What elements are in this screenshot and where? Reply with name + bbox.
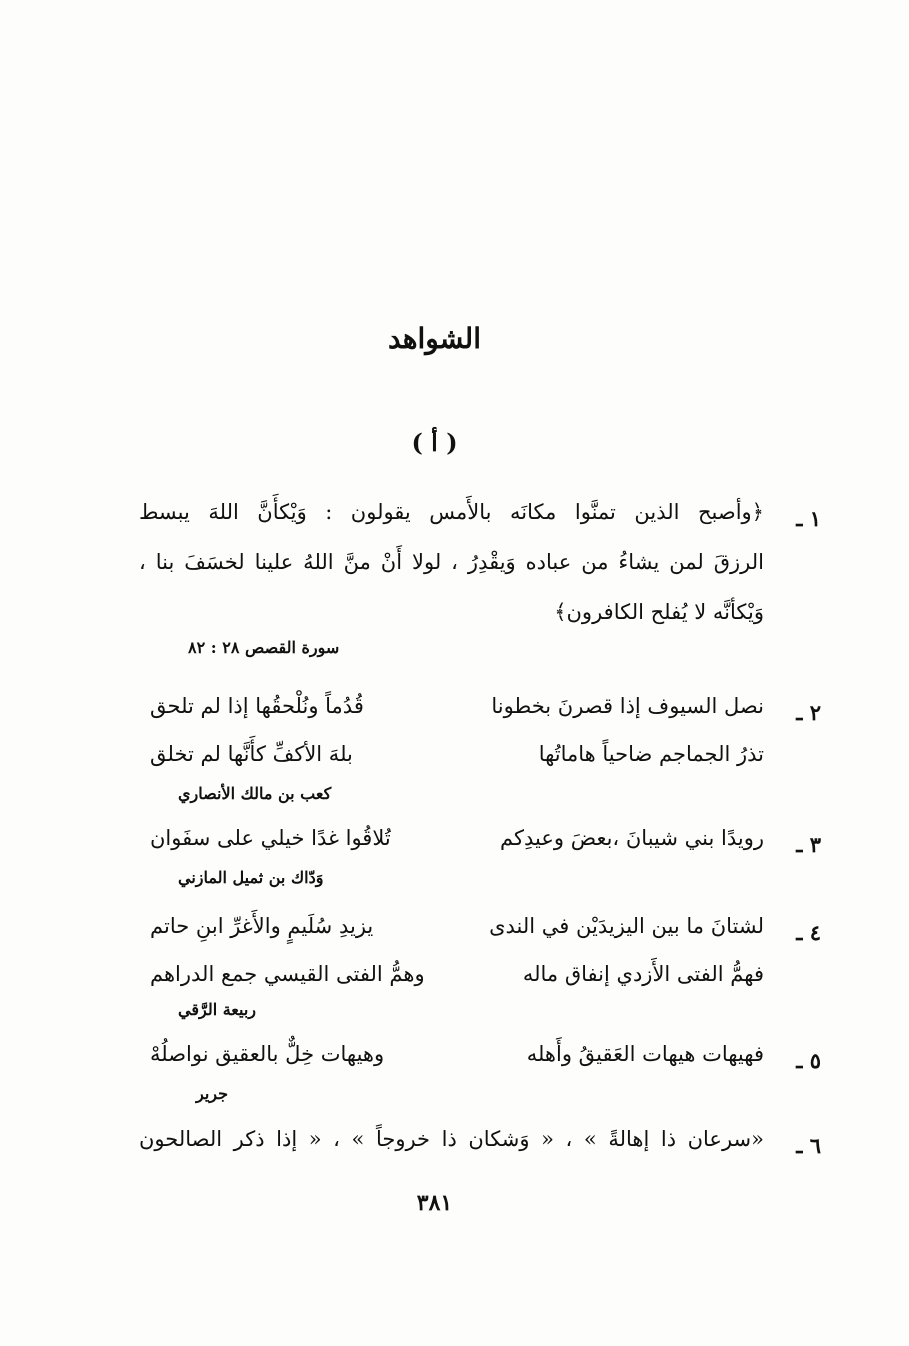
prose-line: ﴿وأصبح الذين تمنَّوا مكانَه بالأَمس يقولون : وَيْكأَنَّ اللهَ يبسط (139, 500, 764, 524)
section-heading: ( أ ) (411, 428, 458, 457)
verse-first-hemistich: رويدًا بني شيبانَ ،بعضَ وعيدِكم (500, 826, 764, 850)
prose-line: الرزقَ لمن يشاءُ من عباده وَيقْدِرُ ، لولا أَنْ منَّ اللهُ علينا لخسَفَ بنا ، (139, 550, 764, 574)
page-title: الشواهد (388, 322, 481, 355)
poet-name: ربيعة الرَّقي (178, 1000, 257, 1019)
entry-number: ٢ ـ (796, 700, 821, 725)
verse-first-hemistich: فهيهات هيهات العَقيقُ وأَهله (526, 1042, 764, 1066)
verse-first-hemistich: تذرُ الجماجم ضاحياً هاماتُها (538, 742, 764, 766)
verse-second-hemistich: وهمُّ الفتى القيسي جمع الدراهم (150, 962, 425, 986)
verse-second-hemistich: بلهَ الأكفِّ كأَنَّها لم تخلق (150, 742, 353, 766)
poet-name: جرير (196, 1084, 228, 1103)
verse-first-hemistich: فهمُّ الفتى الأَزدي إنفاق ماله (522, 962, 764, 986)
entry-number: ٣ ـ (796, 832, 821, 857)
verse-second-hemistich: وهيهات خِلٌّ بالعقيق نواصلُهْ (150, 1042, 385, 1066)
page-number: ٣٨١ (416, 1190, 453, 1216)
entry-number: ١ ـ (796, 506, 821, 531)
prose-line: «سرعان ذا إهالةً » ، « وَشكان ذا خروجاً » ، « إذا ذكر الصالحون (139, 1127, 764, 1151)
entry-number: ٦ ـ (796, 1133, 821, 1158)
poet-name: كعب بن مالك الأنصاري (178, 784, 332, 803)
poet-name: وَدّاك بن ثميل المازني (178, 868, 324, 887)
prose-line: وَيْكأنَّه لا يُفلح الكافرون﴾ (554, 600, 764, 624)
verse-second-hemistich: قُدُماً ونُلْحقُها إذا لم تلحق (150, 694, 364, 718)
entry-number: ٤ ـ (796, 920, 821, 945)
entry-number: ٥ ـ (796, 1048, 821, 1073)
verse-second-hemistich: تُلاقُوا غدًا خيلي على سفَوان (150, 826, 391, 850)
quran-reference: سورة القصص ٢٨ : ٨٢ (188, 638, 340, 657)
verse-first-hemistich: لشتانَ ما بين اليزيدَيْن في الندى (489, 914, 764, 938)
verse-second-hemistich: يزيدِ سُلَيمٍ والأَغرِّ ابنِ حاتم (150, 914, 374, 938)
verse-first-hemistich: نصل السيوف إذا قصرنَ بخطونا (491, 694, 764, 718)
